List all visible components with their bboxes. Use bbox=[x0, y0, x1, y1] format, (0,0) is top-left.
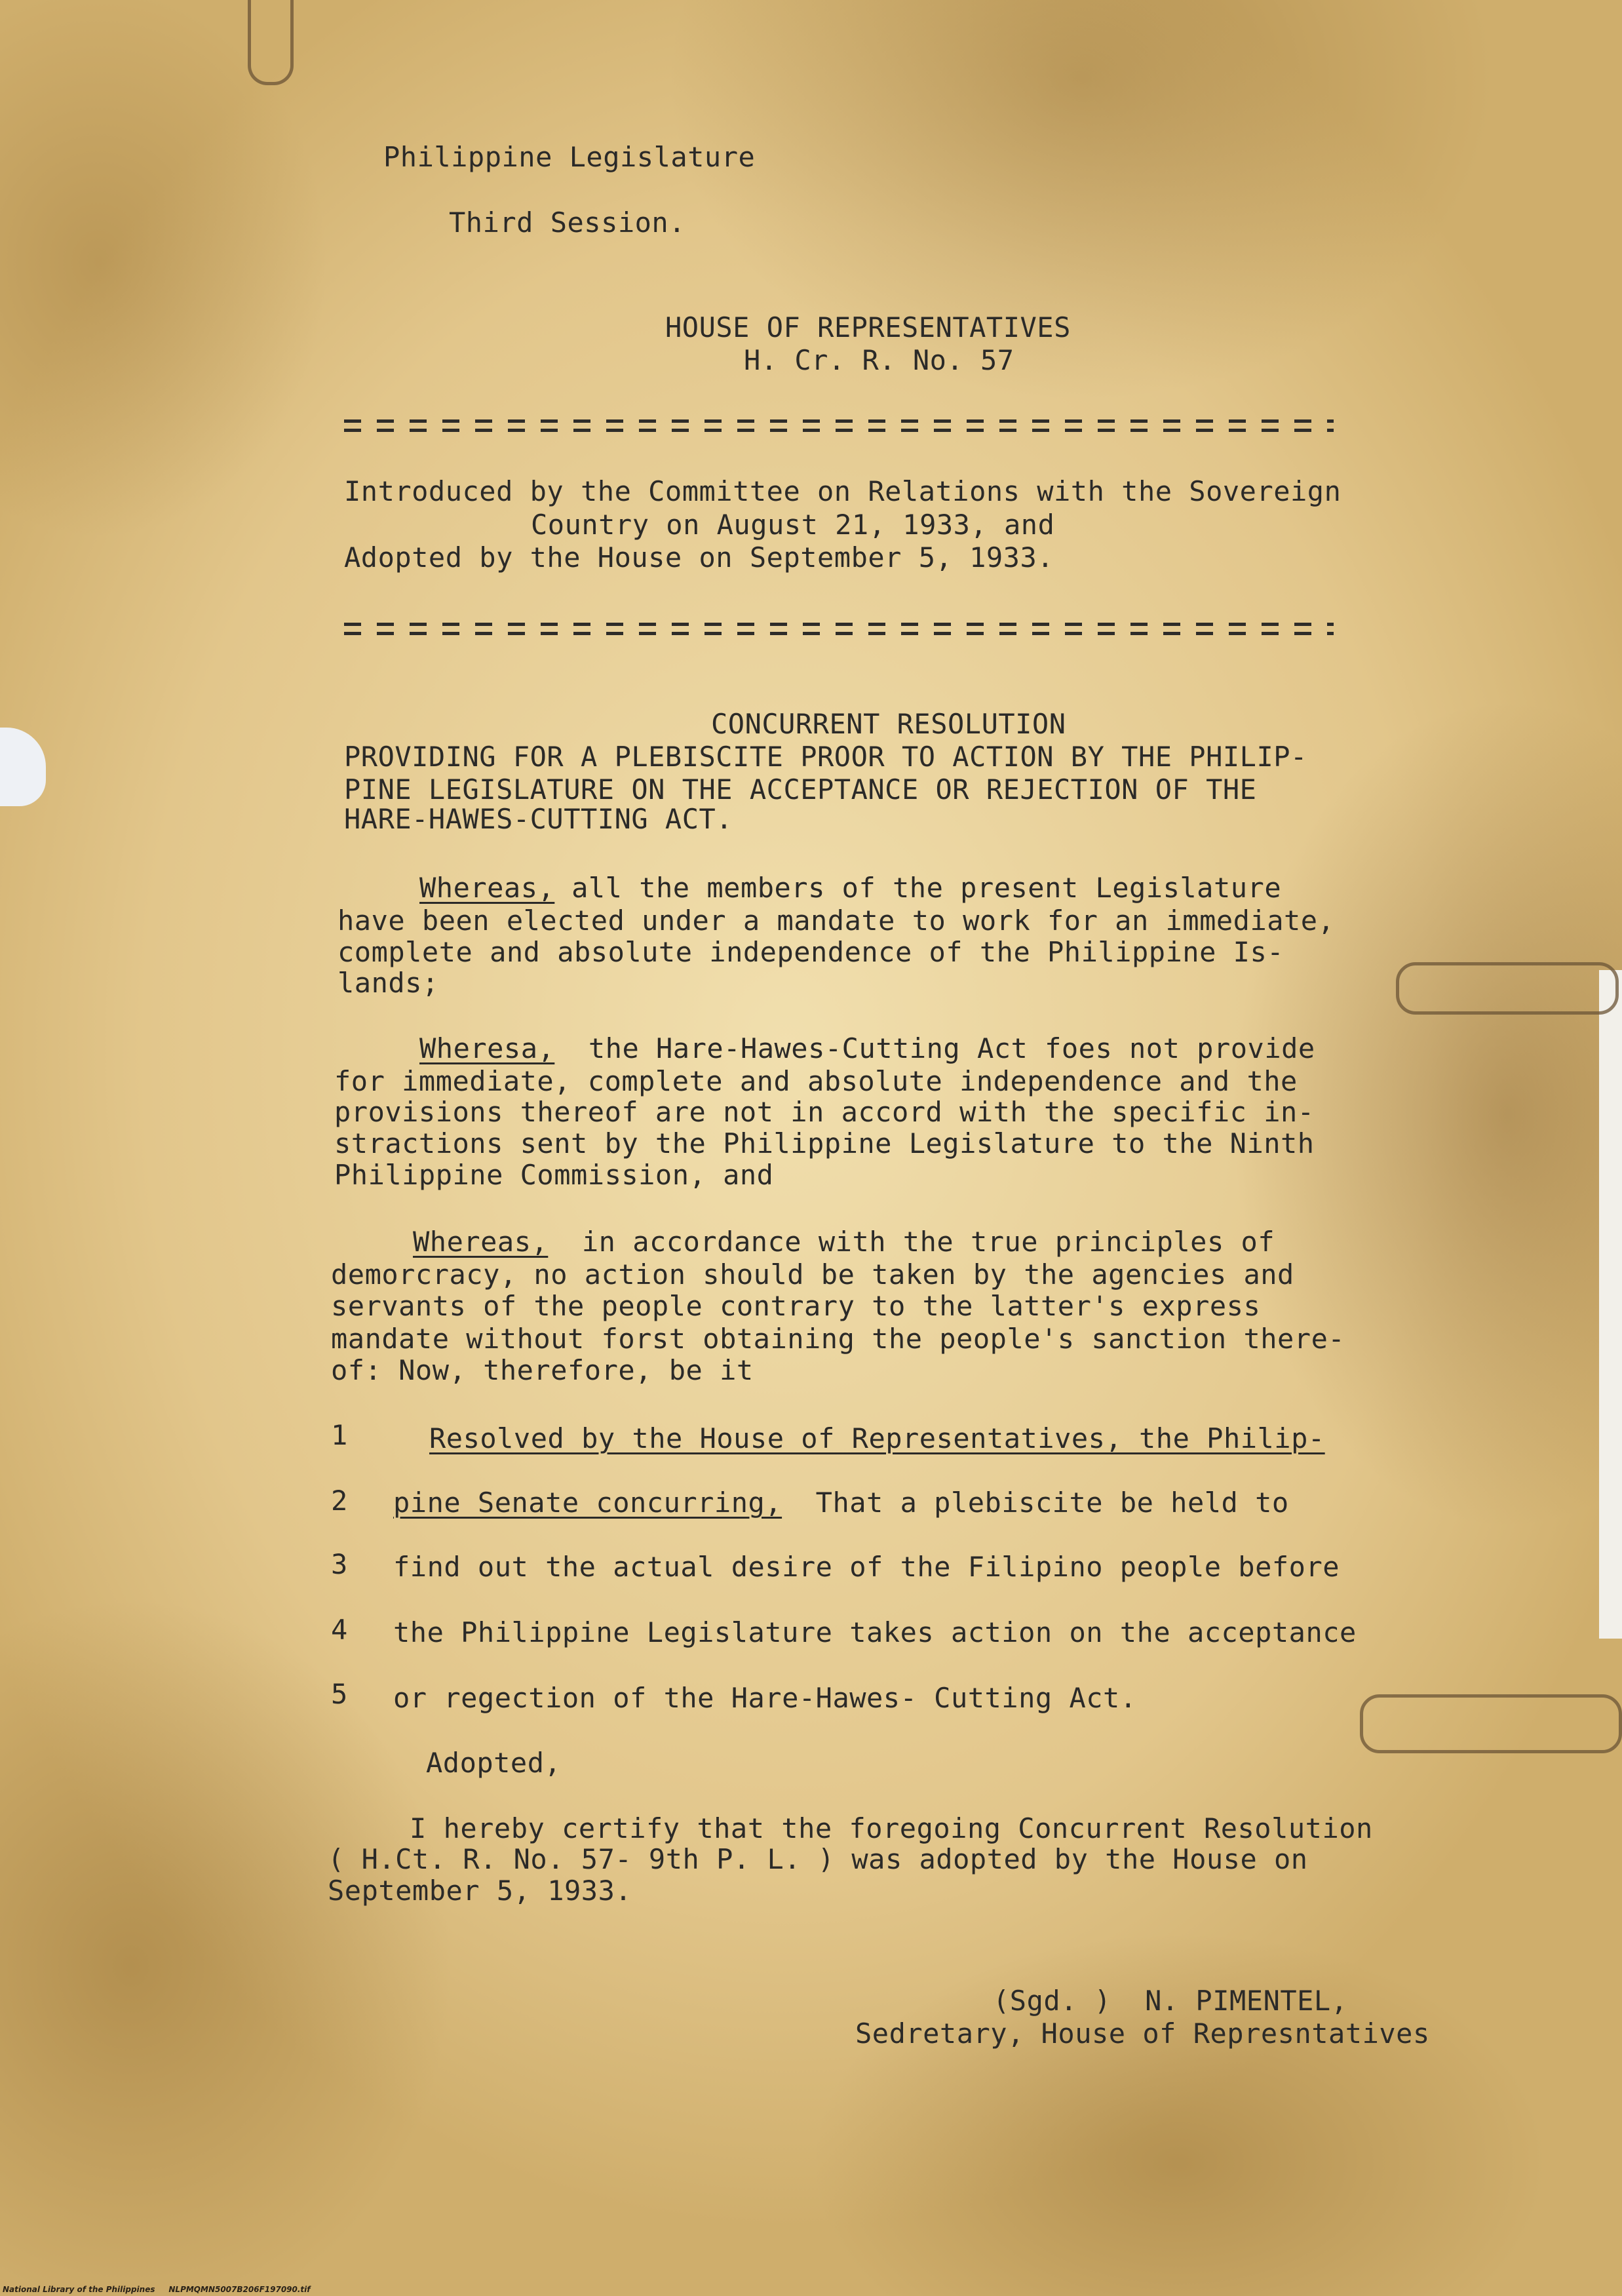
file-name: NLPMQMN5007B206F197090.tif bbox=[168, 2285, 311, 2294]
title-line-1: PROVIDING FOR A PLEBISCITE PROOR TO ACTION BY THE PHILIP- bbox=[344, 741, 1307, 773]
whereas-clause-1 bbox=[419, 872, 1281, 905]
signature-name: (Sgd. ) N. PIMENTEL, bbox=[993, 1985, 1348, 2017]
whereas-2-line-2: for immediate, complete and absolute independence and the bbox=[334, 1065, 1298, 1097]
adopted-label: Adopted, bbox=[426, 1747, 562, 1779]
paper-clip-right-lower-icon bbox=[1360, 1694, 1622, 1753]
torn-edge-right bbox=[1599, 970, 1622, 1639]
legislature-heading: Philippine Legislature bbox=[383, 141, 756, 173]
senate-concurring: pine Senate concurring, bbox=[393, 1487, 782, 1519]
whereas-2-line-5: Philippine Commission, and bbox=[334, 1159, 774, 1191]
title-line-2: PINE LEGISLATURE ON THE ACCEPTANCE OR REJECTION OF THE bbox=[344, 773, 1257, 806]
divider-bottom bbox=[344, 623, 1334, 638]
whereas-3-line-3: servants of the people contrary to the latter's express bbox=[331, 1290, 1261, 1322]
introduction-line-3: Adopted by the House on September 5, 1933. bbox=[344, 541, 1054, 574]
archive-name: National Library of the Philippines bbox=[3, 2285, 155, 2294]
whereas-2-line-3: provisions thereof are not in accord with the specific in- bbox=[334, 1096, 1315, 1128]
whereas-clause-3 bbox=[413, 1226, 1275, 1258]
whereas-keyword: Whereas, bbox=[419, 872, 555, 904]
whereas-1-line-2: have been elected under a mandate to work for an immediate, bbox=[338, 905, 1335, 937]
introduction-line-1: Introduced by the Committee on Relations with the Sovereign bbox=[344, 475, 1342, 507]
resolved-line-2 bbox=[393, 1487, 1289, 1519]
resolved-line-1: Resolved by the House of Representatives, the Philip- bbox=[429, 1422, 1325, 1454]
certification-line-1: I hereby certify that the foregoing Concurrent Resolution bbox=[410, 1812, 1373, 1844]
resolution-heading: CONCURRENT RESOLUTION bbox=[711, 708, 1066, 740]
title-line-3: HARE-HAWES-CUTTING ACT. bbox=[344, 803, 733, 835]
introduction-line-2: Country on August 21, 1933, and bbox=[531, 509, 1055, 541]
whereas-3-line-4: mandate without forst obtaining the people's sanction there- bbox=[331, 1323, 1345, 1355]
whereas-1-line-3: complete and absolute independence of the Philippine Is- bbox=[338, 936, 1284, 968]
whereas-keyword: Wheresa, bbox=[419, 1032, 555, 1064]
resolved-line-4: the Philippine Legislature takes action on the acceptance bbox=[393, 1616, 1357, 1648]
whereas-keyword: Whereas, bbox=[413, 1226, 549, 1258]
whereas-2-line-4: stractions sent by the Philippine Legislature to the Ninth bbox=[334, 1127, 1315, 1159]
archive-footer bbox=[3, 2285, 311, 2294]
line-number-1: 1 bbox=[331, 1419, 348, 1451]
resolved-line-3: find out the actual desire of the Filipino people before bbox=[393, 1551, 1340, 1583]
house-heading: HOUSE OF REPRESENTATIVES bbox=[665, 311, 1071, 343]
whereas-text: all the members of the present Legislature bbox=[554, 872, 1282, 904]
divider-top bbox=[344, 419, 1334, 435]
session-heading: Third Session. bbox=[449, 206, 686, 239]
whereas-1-line-4: lands; bbox=[338, 967, 439, 999]
whereas-text: in accordance with the true principles of bbox=[548, 1226, 1275, 1258]
certification-line-3: September 5, 1933. bbox=[328, 1875, 632, 1907]
paper-clip-right-upper-icon bbox=[1396, 962, 1619, 1015]
whereas-3-line-2: demorcracy, no action should be taken by the agencies and bbox=[331, 1258, 1294, 1291]
line-number-4: 4 bbox=[331, 1614, 348, 1646]
torn-edge-left bbox=[0, 728, 46, 806]
line-number-3: 3 bbox=[331, 1548, 348, 1580]
line-number-5: 5 bbox=[331, 1678, 348, 1710]
resolution-number: H. Cr. R. No. 57 bbox=[744, 344, 1014, 376]
resolved-line-2-rest: That a plebiscite be held to bbox=[782, 1487, 1289, 1519]
line-number-2: 2 bbox=[331, 1485, 348, 1517]
whereas-text: the Hare-Hawes-Cutting Act foes not provide bbox=[554, 1032, 1315, 1064]
paper-clip-top-icon bbox=[248, 0, 294, 85]
whereas-clause-2 bbox=[419, 1032, 1315, 1065]
whereas-3-line-5: of: Now, therefore, be it bbox=[331, 1354, 754, 1386]
certification-line-2: ( H.Ct. R. No. 57- 9th P. L. ) was adopted by the House on bbox=[328, 1843, 1308, 1875]
resolved-line-5: or regection of the Hare-Hawes- Cutting Act. bbox=[393, 1682, 1137, 1714]
signature-title: Sedretary, House of Represntatives bbox=[855, 2017, 1430, 2050]
